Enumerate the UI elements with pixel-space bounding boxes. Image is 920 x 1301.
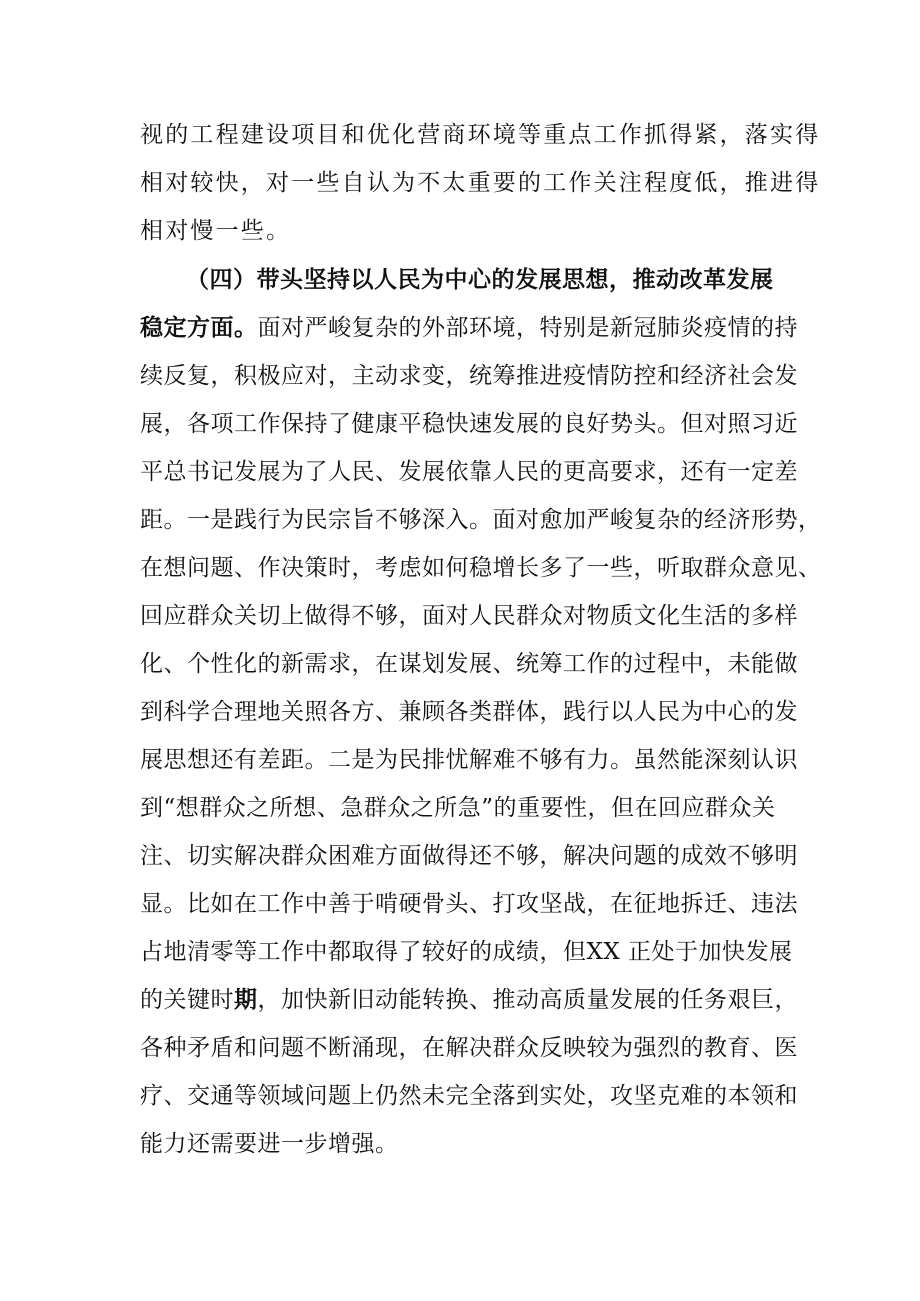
paragraph-line: 占地清零等工作中都取得了较好的成绩，但XX 正处于加快发展	[140, 939, 793, 965]
paragraph-line: 能力还需要进一步增强。	[140, 1131, 399, 1157]
paragraph-line: 到“想群众之所想、急群众之所急”的重要性，但在回应群众关	[140, 795, 776, 821]
paragraph-line: 相对慢一些。	[140, 218, 292, 244]
paragraph-text: 面对严峻复杂的外部环境，特别是新冠肺炎疫情的持	[257, 315, 798, 341]
paragraph-line: 疗、交通等领域问题上仍然未完全落到实处，攻坚克难的本领和	[140, 1083, 798, 1109]
paragraph-line	[140, 313, 800, 343]
paragraph-line: 视的工程建设项目和优化营商环境等重点工作抓得紧，落实得	[140, 122, 821, 148]
paragraph-line: 各种矛盾和问题不断涌现，在解决群众反映较为强烈的教育、医	[140, 1035, 798, 1061]
paragraph-line: 展思想还有差距。二是为民排忧解难不够有力。虽然能深刻认识	[140, 747, 798, 773]
paragraph-line: 回应群众关切上做得不够，面对人民群众对物质文化生活的多样	[140, 603, 798, 629]
paragraph-line: 距。一是践行为民宗旨不够深入。面对愈加严峻复杂的经济形势，	[140, 507, 822, 533]
paragraph-text: 的关键时	[140, 987, 234, 1013]
paragraph-line: 展，各项工作保持了健康平稳快速发展的良好势头。但对照习近	[140, 411, 798, 437]
paragraph-line: 在想问题、作决策时，考虑如何稳增长多了一些，听取群众意见、	[140, 555, 822, 581]
paragraph-line: 平总书记发展为了人民、发展依靠人民的更高要求，还有一定差	[140, 459, 798, 485]
paragraph-line: 到科学合理地关照各方、兼顾各类群体，践行以人民为中心的发	[140, 699, 798, 725]
bold-text: 期	[234, 986, 258, 1013]
paragraph-line: 注、切实解决群众困难方面做得还不够，解决问题的成效不够明	[140, 843, 798, 869]
paragraph-line: 化、个性化的新需求，在谋划发展、统筹工作的过程中，未能做	[140, 651, 798, 677]
section-heading: （四）带头坚持以人民为中心的发展思想，推动改革发展	[186, 266, 774, 293]
paragraph-text: ，加快新旧动能转换、推动高质量发展的任务艰巨，	[257, 987, 798, 1013]
paragraph-line: 显。比如在工作中善于啃硬骨头、打攻坚战，在征地拆迁、违法	[140, 891, 798, 917]
paragraph-line: 相对较快，对一些自认为不太重要的工作关注程度低，推进得	[140, 170, 821, 196]
paragraph-line	[140, 985, 800, 1015]
paragraph-line: 续反复，积极应对，主动求变，统筹推进疫情防控和经济社会发	[140, 363, 798, 389]
section-heading-continued: 稳定方面。	[140, 314, 258, 341]
